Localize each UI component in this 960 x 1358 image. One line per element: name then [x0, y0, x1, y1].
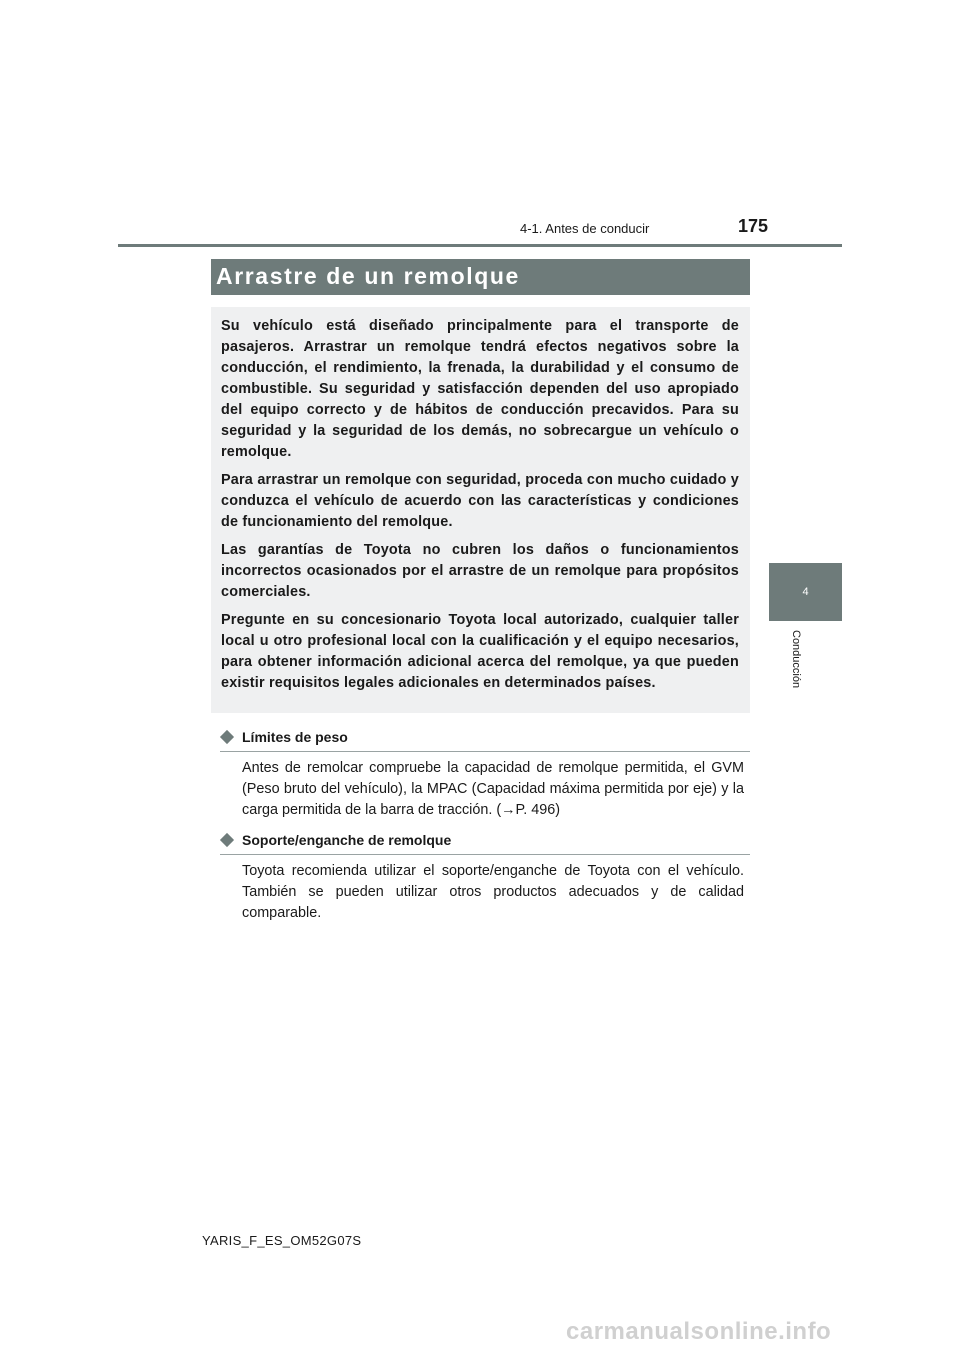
chapter-tab-label: Conducción [790, 630, 802, 689]
section-heading-weight-limits [220, 729, 750, 752]
section-body-weight-limits: Antes de remolcar compruebe la capacidad de remolque permitida, el GVM (Peso bruto del vehículo), la MPAC (Capacidad máxima permitida por eje) y la carga permitida de la barra de tracción. (→P. 496) [242, 760, 744, 818]
intro-box [211, 307, 750, 713]
header-section-title: 4-1. Antes de conducir [520, 221, 650, 236]
diamond-bullet-icon [220, 833, 234, 847]
section-heading-label: Soporte/enganche de remolque [242, 832, 452, 848]
section-body-trailer-hitch: Toyota recomienda utilizar el soporte/enganche de Toyota con el vehículo. También se pueden utilizar otros productos adecuados y de calidad comparable. [242, 863, 744, 921]
diamond-bullet-icon [220, 730, 234, 744]
section-heading-trailer-hitch [220, 832, 750, 855]
page-title: Arrastre de un remolque [211, 259, 750, 295]
intro-paragraph: Pregunte en su concesionario Toyota local autorizado, cualquier taller local u otro profesional local con la cualificación y el equipo necesarios, para obtener información adicional acerca del remolque, ya que pueden existir requisitos legales adicionales en determinados países. [221, 612, 739, 691]
intro-paragraph: Las garantías de Toyota no cubren los daños o funcionamientos incorrectos ocasionados por el arrastre de un remolque para propósitos comerciales. [221, 542, 739, 600]
chapter-tab-number: 4 [802, 586, 809, 598]
intro-paragraph: Para arrastrar un remolque con seguridad, proceda con mucho cuidado y conduzca el vehículo de acuerdo con las características y condiciones de funcionamiento del remolque. [221, 472, 739, 530]
chapter-tab[interactable] [769, 563, 842, 621]
header-divider [118, 244, 842, 247]
page-number: 175 [738, 216, 769, 236]
document-code: YARIS_F_ES_OM52G07S [202, 1233, 362, 1248]
watermark-text: carmanualsonline.info [566, 1318, 832, 1345]
section-heading-label: Límites de peso [242, 729, 348, 745]
intro-paragraph: Su vehículo está diseñado principalmente para el transporte de pasajeros. Arrastrar un remolque tendrá efectos negativos sobre la conducción, el rendimiento, la frenada, la durabilidad y el consumo de combustible. Su seguridad y satisfacción dependen del uso apropiado del equipo correcto y de hábitos de conducción precavidos. Para su seguridad y la seguridad de los demás, no sobrecargue un vehículo o remolque. [221, 318, 739, 460]
